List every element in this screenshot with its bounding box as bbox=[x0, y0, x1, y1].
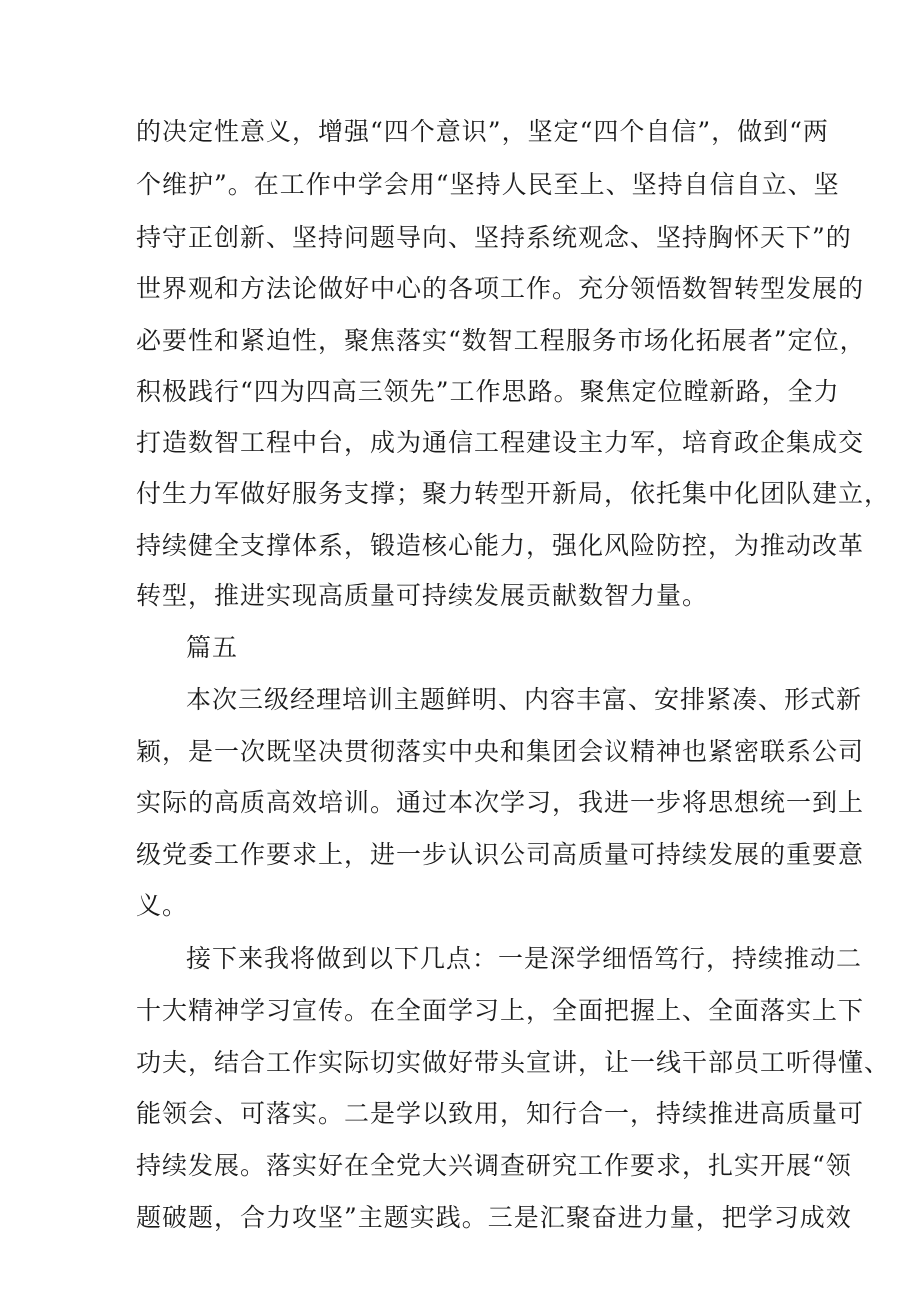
text-line: 级党委工作要求上，进一步认识公司高质量可持续发展的重要意 bbox=[136, 840, 865, 869]
section-heading: 篇五 bbox=[186, 633, 239, 662]
text-line: 能领会、可落实。二是学以致用，知行合一，持续推进高质量可 bbox=[136, 1099, 865, 1128]
text-line: 持续健全支撑体系，锻造核心能力，强化风险防控，为推动改革 bbox=[136, 531, 865, 560]
text-line: 世界观和方法论做好中心的各项工作。充分领悟数智转型发展的 bbox=[136, 274, 865, 303]
paragraph-first-line: 接下来我将做到以下几点：一是深学细悟笃行，持续推动二 bbox=[186, 944, 863, 973]
text-line: 个维护”。在工作中学会用“坚持人民至上、坚持自信自立、坚 bbox=[136, 170, 840, 199]
text-line: 打造数智工程中台，成为通信工程建设主力军，培育政企集成交 bbox=[136, 428, 865, 457]
text-line: 持续发展。落实好在全党大兴调查研究工作要求，扎实开展“领 bbox=[136, 1151, 852, 1180]
text-line: 实际的高质高效培训。通过本次学习，我进一步将思想统一到上 bbox=[136, 788, 865, 817]
text-line: 的决定性意义，增强“四个意识”，坚定“四个自信”，做到“两 bbox=[136, 117, 829, 146]
text-line: 题破题，合力攻坚”主题实践。三是汇聚奋进力量，把学习成效 bbox=[136, 1203, 852, 1232]
text-line: 颖，是一次既坚决贯彻落实中央和集团会议精神也紧密联系公司 bbox=[136, 737, 865, 766]
text-line: 义。 bbox=[136, 891, 189, 920]
text-line: 功夫，结合工作实际切实做好带头宣讲，让一线干部员工听得懂、 bbox=[136, 1048, 891, 1077]
text-line: 必要性和紧迫性，聚焦落实“数智工程服务市场化拓展者”定位， bbox=[136, 326, 866, 355]
text-line: 十大精神学习宣传。在全面学习上，全面把握上、全面落实上下 bbox=[136, 996, 865, 1025]
text-line: 持守正创新、坚持问题导向、坚持系统观念、坚持胸怀天下”的 bbox=[136, 223, 852, 252]
text-line: 付生力军做好服务支撑；聚力转型开新局，依托集中化团队建立， bbox=[136, 479, 891, 508]
text-line: 转型，推进实现高质量可持续发展贡献数智力量。 bbox=[136, 581, 709, 610]
paragraph-first-line: 本次三级经理培训主题鲜明、内容丰富、安排紧凑、形式新 bbox=[186, 685, 863, 714]
text-line: 积极践行“四为四高三领先”工作思路。聚焦定位瞠新路，全力 bbox=[136, 377, 840, 406]
